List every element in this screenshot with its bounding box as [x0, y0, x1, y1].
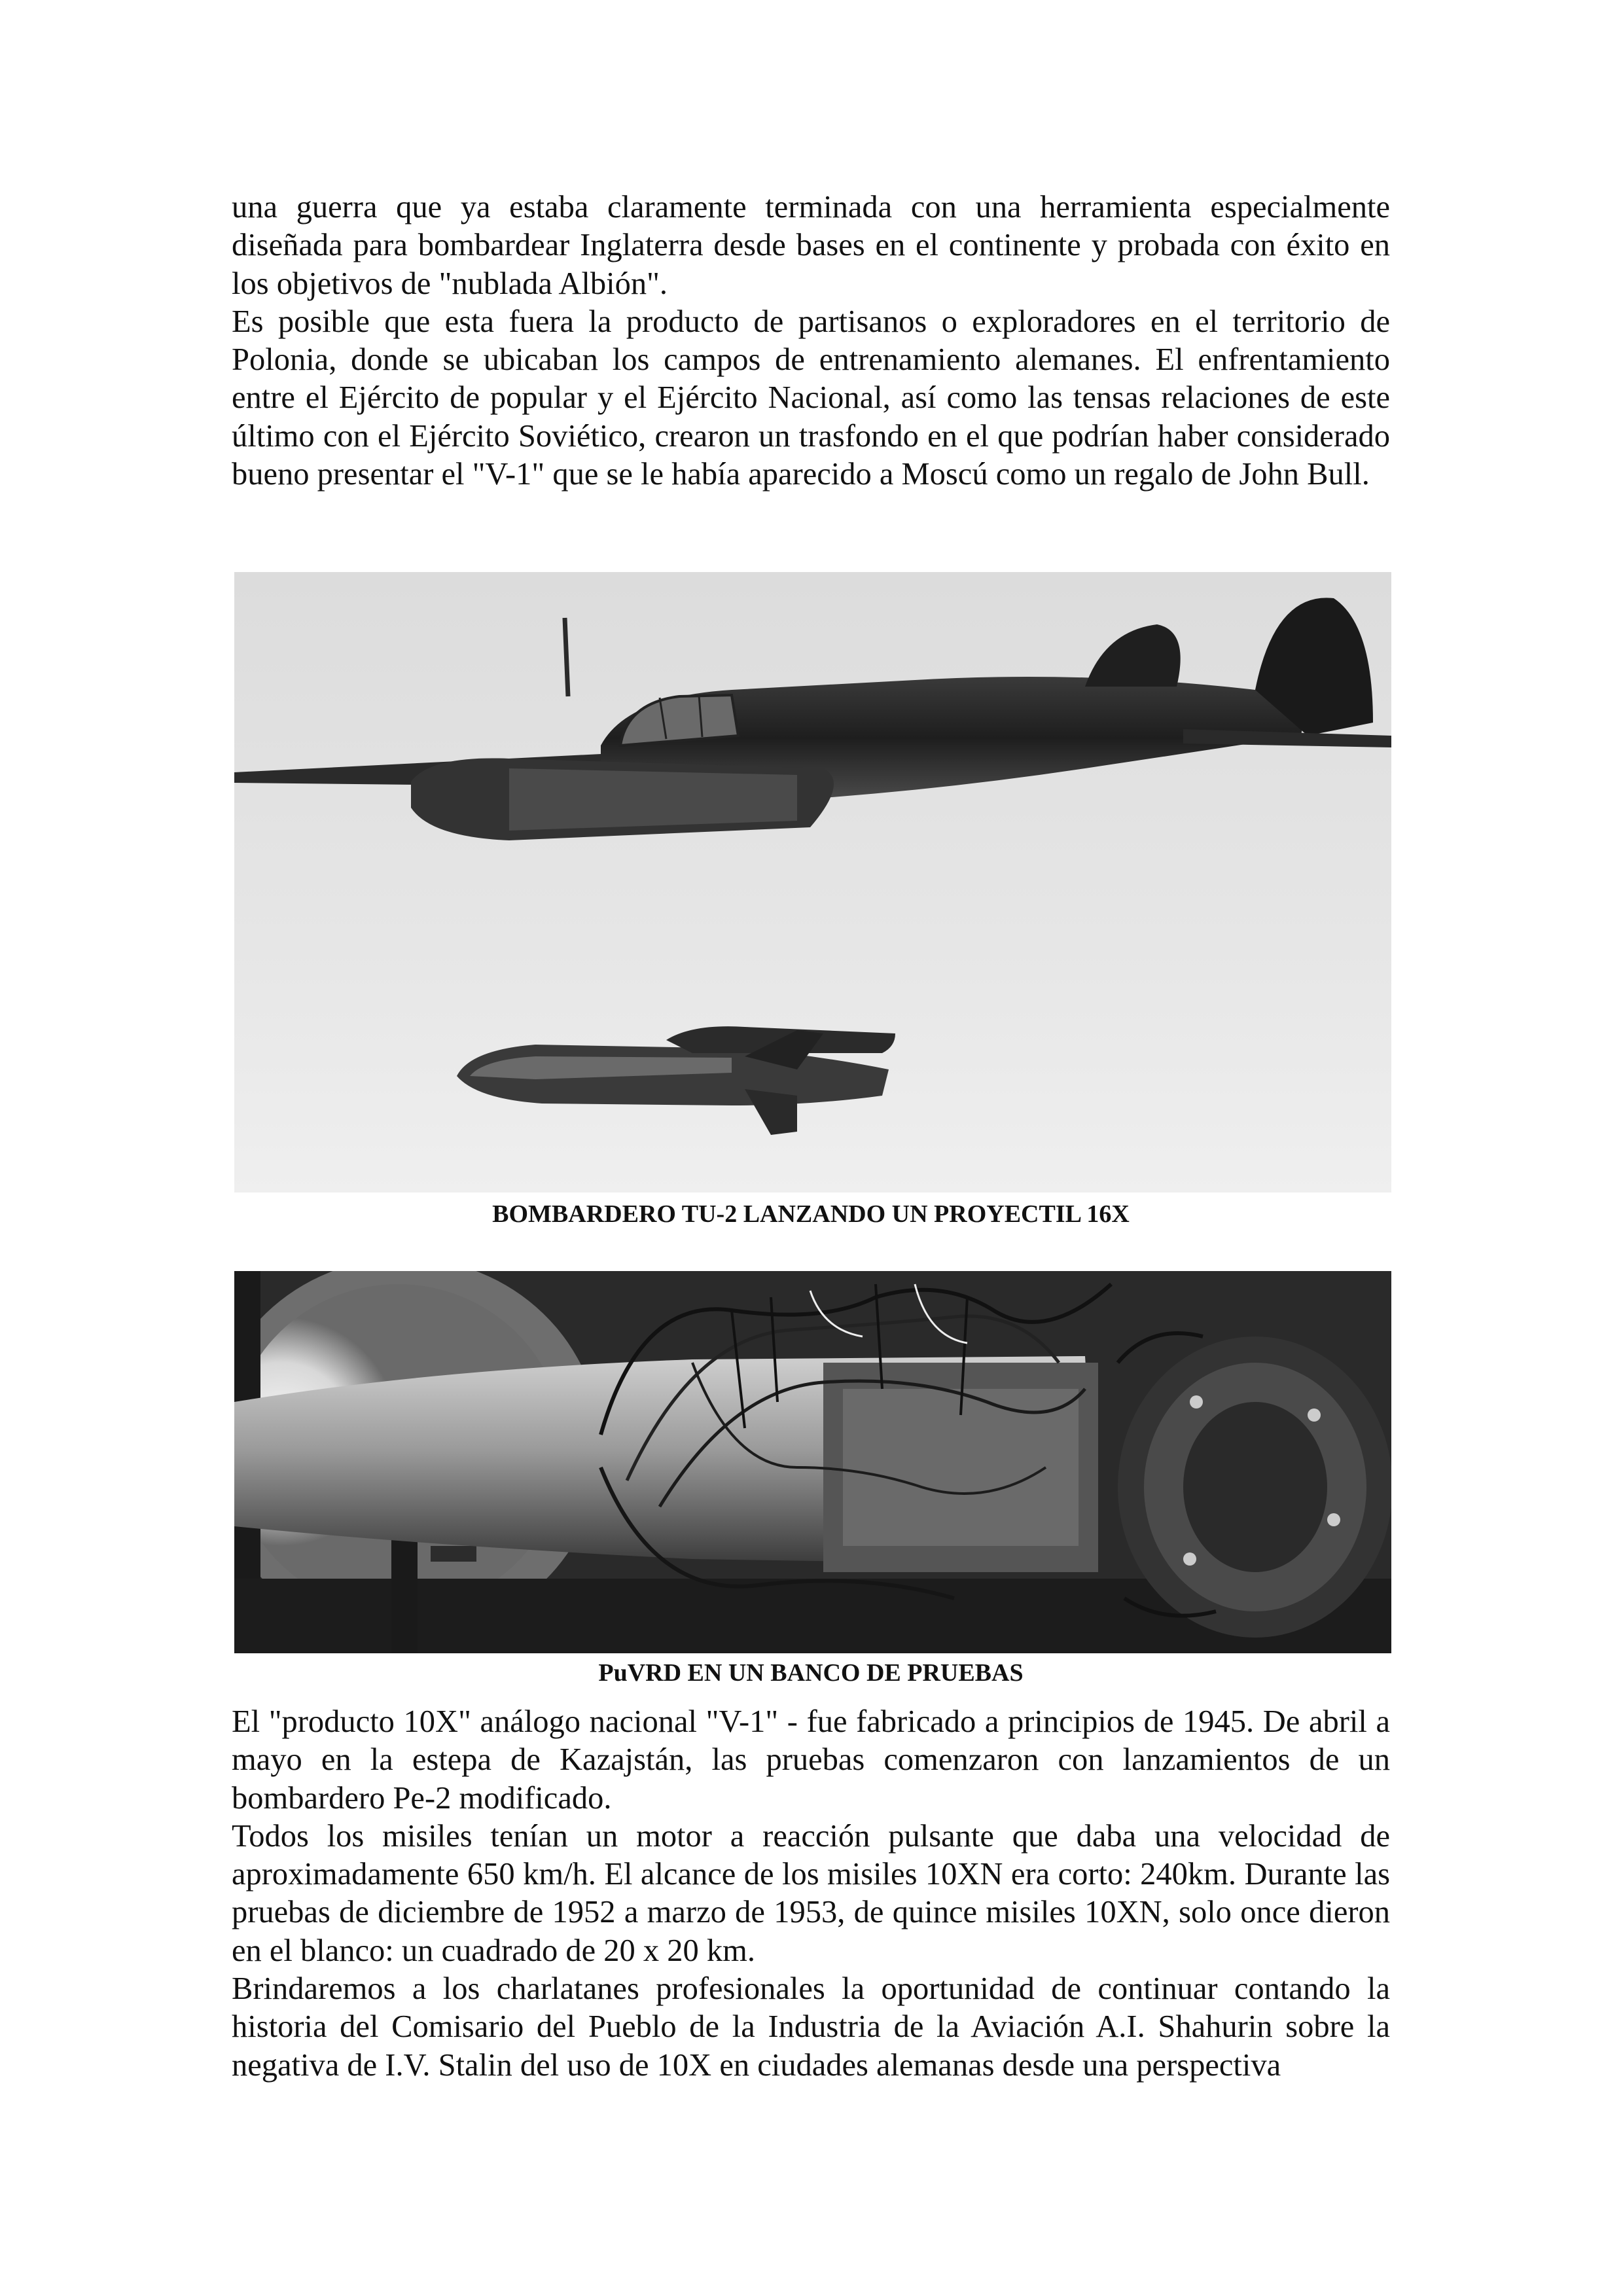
figure-caption: BOMBARDERO TU-2 LANZANDO UN PROYECTIL 16X [492, 1200, 1130, 1228]
paragraph: Todos los misiles tenían un motor a reacción pulsante que daba una velocidad de aproximadamente 650 km/h. El alcance de los misiles 10XN era corto: 240km. Durante las pruebas de diciembre de 1952 a marzo de 1953, de quince misiles 10XN, solo once dieron en el blanco: un cuadrado de 20 x 20 km. [232, 1818, 1390, 1968]
bomber-launching-missile-photo [234, 572, 1391, 1193]
figure-caption: PuVRD EN UN BANCO DE PRUEBAS [598, 1659, 1024, 1687]
pulsejet-test-bench-photo [234, 1271, 1391, 1653]
bottom-text-block [232, 1703, 1390, 2085]
paragraph: Brindaremos a los charlatanes profesionales la oportunidad de continuar contando la historia del Comisario del Pueblo de la Industria de la Aviación A.I. Shahurin sobre la negativa de I.V. Stalin del uso de 10X en ciudades alemanas desde una perspectiva [232, 1971, 1390, 2083]
top-text-block [232, 188, 1390, 493]
paragraph: Es posible que esta fuera la producto de partisanos o exploradores en el territorio de Polonia, donde se ubicaban los campos de entrenamiento alemanes. El enfrentamiento entre el Ejército de popular y el Ejército Nacional, así como las tensas relaciones de este último con el Ejército Soviético, crearon un trasfondo en el que podrían haber considerado bueno presentar el "V-1" que se le había aparecido a Moscú como un regalo de John Bull. [232, 304, 1390, 492]
paragraph: El "producto 10X" análogo nacional "V-1" - fue fabricado a principios de 1945. De abril a mayo en la estepa de Kazajstán, las pruebas comenzaron con lanzamientos de un bombardero Pe-2 modificado. [232, 1704, 1390, 1816]
paragraph: una guerra que ya estaba claramente terminada con una herramienta especialmente diseñada para bombardear Inglaterra desde bases en el continente y probada con éxito en los objetivos de "nublada Albión". [232, 190, 1390, 301]
